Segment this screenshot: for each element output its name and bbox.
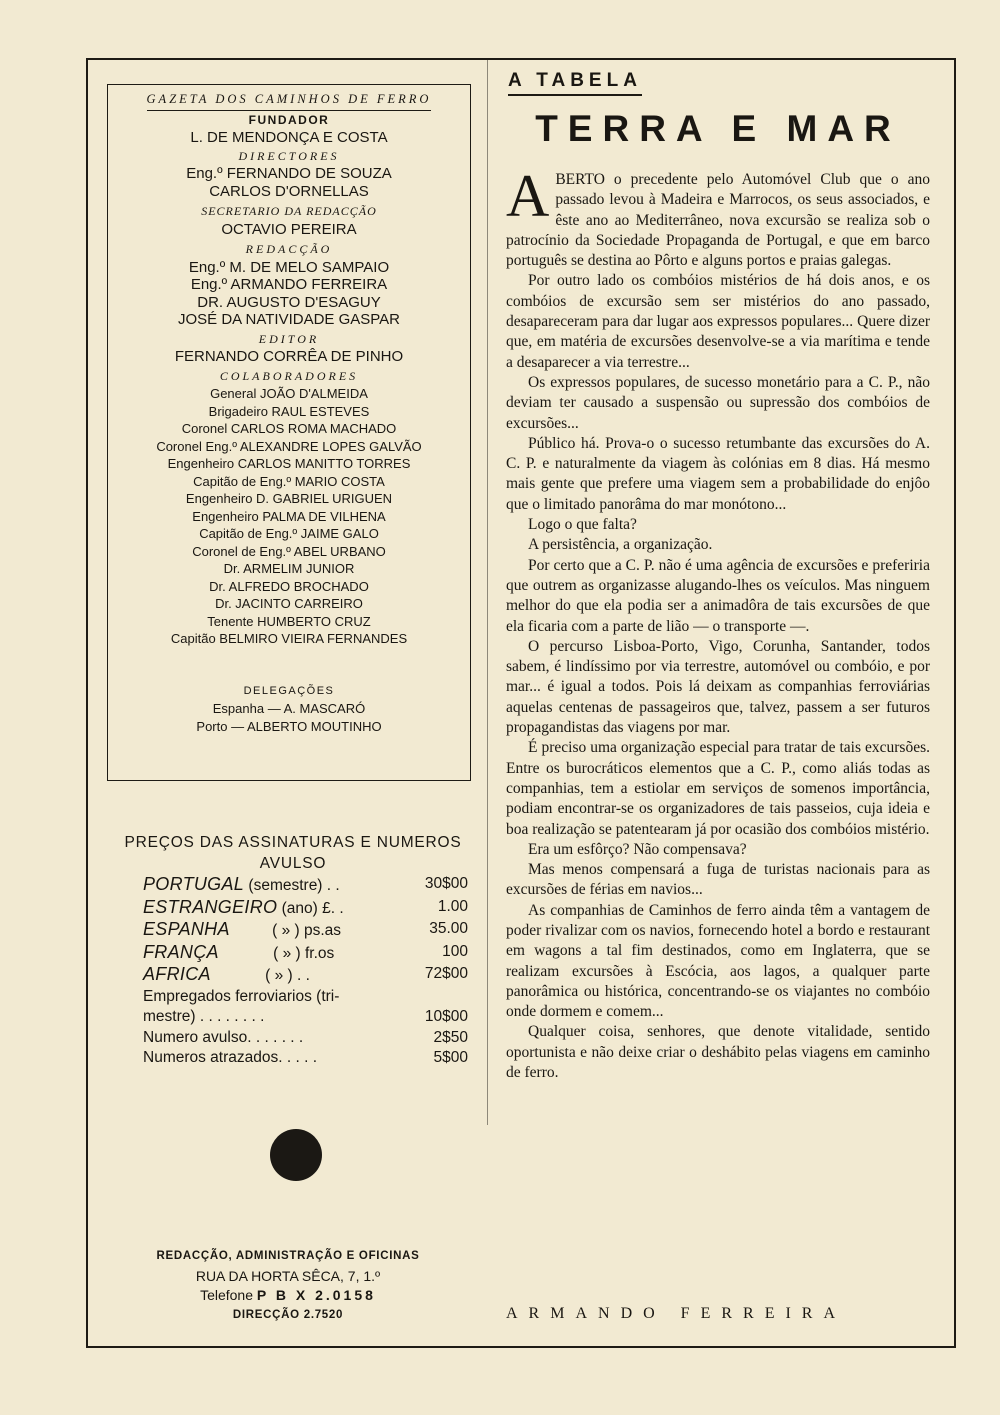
- delegacoes-heading: DELEGAÇÕES: [243, 684, 335, 697]
- article-paragraph: Por certo que a C. P. não é uma agência de excursões e preferiria que outrem as organizasse alugando-lhes os veículos. Mas ninguem melhor do que ela podia ser a animadôra de tais excursões de que ela ficaria com a parte de lião — o transporte —.: [506, 556, 930, 635]
- price-row: [118, 964, 468, 987]
- redaccao-name: JOSÉ DA NATIVIDADE GASPAR: [178, 311, 400, 328]
- price-row: [118, 942, 468, 965]
- price-region: PORTUGAL: [143, 874, 245, 894]
- telefone-label: Telefone: [200, 1287, 253, 1303]
- price-value: 10$00: [424, 1008, 468, 1025]
- price-row: [118, 1028, 468, 1049]
- price-value: 72$00: [424, 965, 468, 982]
- price-label: Empregados ferroviarios (tri-: [143, 987, 340, 1005]
- editor-heading: EDITOR: [258, 331, 320, 346]
- colaborador-name: Capitão de Eng.º JAIME GALO: [199, 526, 379, 541]
- price-label: Numeros atrazados. . . . .: [143, 1049, 318, 1066]
- price-label: Numero avulso. . . . . . .: [143, 1028, 304, 1046]
- redaccao-name: Eng.º ARMANDO FERREIRA: [190, 276, 388, 293]
- telefone-value: P B X 2.0158: [256, 1287, 376, 1303]
- price-value: 30$00: [424, 875, 468, 892]
- price-row: [118, 1048, 468, 1069]
- director-name: Eng.º FERNANDO DE SOUZA: [186, 165, 392, 182]
- price-region: ESPANHA: [143, 919, 230, 939]
- article-kicker: A TABELA: [508, 70, 642, 96]
- price-value: 2$50: [433, 1028, 468, 1046]
- colaborador-name: General JOÃO D'ALMEIDA: [210, 386, 368, 401]
- article-paragraph: Os expressos populares, de sucesso monetário para a C. P., não deviam ter causado a suspensão ou supressão dos combóios de excursões...: [506, 373, 930, 432]
- colaborador-name: Coronel Eng.º ALEXANDRE LOPES GALVÃO: [156, 438, 422, 454]
- price-value: 35.00: [429, 920, 468, 937]
- drop-cap: A: [506, 163, 550, 229]
- article-paragraph: Mas menos compensará a fuga de turistas nacionais para as excursões de férias em navios...: [506, 861, 930, 899]
- editor-name: FERNANDO CORRÊA DE PINHO: [174, 348, 404, 365]
- directores-heading: DIRECTORES: [238, 148, 340, 163]
- price-region: AFRICA: [143, 964, 211, 984]
- price-label: mestre) . . . . . . . .: [143, 1008, 265, 1025]
- article-paragraph: Logo o que falta?: [528, 516, 637, 534]
- article-paragraph: ABERTO o precedente pelo Automóvel Club que o ano passado levou à Madeira e Marrocos, os seus associados, e êste ano ao Mediterrâneo, nova excursão se realiza sob o patrocínio da Sociedade Propaganda de Portugal, e que em barco português se destina ao Pôrto e alguns portos e praias galegas.: [506, 163, 930, 270]
- column-divider: [487, 60, 488, 1125]
- colaborador-name: Tenente HUMBERTO CRUZ: [207, 613, 371, 629]
- price-period: (ano) £. .: [281, 899, 344, 917]
- redaccao-name: Eng.º M. DE MELO SAMPAIO: [188, 258, 390, 276]
- fundador-name: L. DE MENDONÇA E COSTA: [190, 129, 388, 146]
- colaborador-name: Capitão de Eng.º MARIO COSTA: [193, 473, 385, 489]
- price-value: 5$00: [433, 1049, 468, 1066]
- colaborador-name: Engenheiro CARLOS MANITTO TORRES: [167, 456, 411, 471]
- article-body: [506, 163, 930, 1083]
- article-paragraph: A persistência, a organização.: [528, 536, 713, 554]
- address-block: [107, 1247, 469, 1325]
- price-period: (semestre) . .: [248, 877, 340, 894]
- secretario-name: OCTAVIO PEREIRA: [221, 220, 357, 238]
- address-line-1: REDACÇÃO, ADMINISTRAÇÃO E OFICINAS: [156, 1250, 420, 1262]
- colaborador-name: Dr. ALFREDO BROCHADO: [209, 578, 369, 594]
- secretario-heading: SECRETARIO DA REDACÇÃO: [201, 204, 377, 218]
- colaborador-name: Engenheiro PALMA DE VILHENA: [192, 508, 386, 524]
- delegacao-name: Porto — ALBERTO MOUTINHO: [196, 718, 382, 734]
- prices-heading: PREÇOS DAS ASSINATURAS E NUMEROS: [124, 834, 462, 851]
- direccao-line: DIRECÇÃO 2.7520: [232, 1308, 344, 1321]
- price-region: FRANÇA: [143, 941, 219, 962]
- colaborador-name: Engenheiro D. GABRIEL URIGUEN: [185, 491, 393, 506]
- article-paragraph: Por outro lado os combóios mistérios de há dois anos, e os combóios de excursão sem ser mistérios do ano passado, desapareceram para dar lugar aos expressos populares... Quere dizer que, em matéria de excursões desenvolve-se a via marítima e tende a desaparecer a via terrestre...: [506, 272, 930, 371]
- article-paragraph: É preciso uma organização especial para tratar de tais excursões. Entre os burocráticos elementos que a C. P., como aliás todas as companhias, tem a estiolar em serviços de somenos importância, podiam encontrar-se os organizadores de tais passeios, cuja ideia e boa realização se patentearam já por ocasião dos combóios mistério.: [506, 739, 930, 838]
- colaborador-name: Capitão BELMIRO VIEIRA FERNANDES: [170, 631, 408, 646]
- colaborador-name: Brigadeiro RAUL ESTEVES: [208, 403, 370, 419]
- price-region: ESTRANGEIRO: [143, 896, 278, 917]
- seal-dot: [270, 1129, 322, 1181]
- price-row: [118, 987, 468, 1008]
- prices-section: [118, 833, 468, 1069]
- article-signature: ARMANDO FERREIRA: [506, 1305, 847, 1322]
- colaborador-name: Coronel de Eng.º ABEL URBANO: [192, 543, 386, 559]
- colaborador-name: Dr. JACINTO CARREIRO: [215, 596, 363, 611]
- article-headline: TERRA E MAR: [535, 108, 901, 149]
- article-paragraph: Qualquer coisa, senhores, que denote vitalidade, sentido oportunista e não deixe criar o deshábito pelas viagens em caminho de ferro.: [506, 1023, 930, 1082]
- price-row: [118, 919, 468, 942]
- address-line-2: RUA DA HORTA SÊCA, 7, 1.º: [195, 1267, 381, 1284]
- price-row: [118, 1007, 468, 1028]
- director-name: CARLOS D'ORNELLAS: [209, 182, 369, 200]
- colaboradores-heading: COLABORADORES: [219, 368, 359, 383]
- article-paragraph: O percurso Lisboa-Porto, Vigo, Corunha, Santander, todos sabem, é lindíssimo por via terrestre, automóvel ou combóio, e por mar... é igual a todos. Pois lá deixam as companhias ferroviárias aquelas centenas de passageiros que, talvez, passem a ser futuros propagandistas das viagens por mar.: [506, 637, 930, 737]
- delegacao-name: Espanha — A. MASCARÓ: [212, 701, 366, 716]
- price-value: 1.00: [437, 897, 468, 915]
- redaccao-heading: REDACÇÃO: [245, 242, 333, 256]
- article-paragraph: Era um esfôrço? Não compensava?: [528, 840, 747, 858]
- price-period: ( » ) fr.os: [273, 944, 335, 962]
- staff-box: [107, 84, 471, 781]
- price-row: [118, 897, 468, 920]
- article-paragraph: Público há. Prova-o o sucesso retumbante das excursões do A. C. P. e naturalmente da viagem às colónias em 8 dias. Há mesmo mais gente que prefere uma viagem sem a probabilidade do enjôo que o limitado panorâma do mar monótono...: [506, 434, 930, 513]
- masthead: GAZETA DOS CAMINHOS DE FERRO: [147, 91, 432, 111]
- price-row: [118, 874, 468, 897]
- price-value: 100: [442, 942, 468, 960]
- price-period: ( » ) ps.as: [272, 922, 342, 939]
- price-period: ( » ) . .: [265, 967, 310, 984]
- article-paragraph: As companhias de Caminhos de ferro ainda têm a vantagem de poder rivalizar com os navios, fornecendo hotel a bordo e restaurant em wagons a tal fim destinados, como em Inglaterra, que se realizam excursões à Escócia, aos lagos, a qualquer parte panorâmica ou histórica, concentrando-se os viajantes no combóio onde dormem e comem...: [506, 901, 930, 1021]
- colaborador-name: Coronel CARLOS ROMA MACHADO: [181, 421, 397, 436]
- colaborador-name: Dr. ARMELIM JUNIOR: [223, 561, 355, 576]
- telefone-line: [107, 1286, 469, 1306]
- redaccao-name: DR. AUGUSTO D'ESAGUY: [197, 293, 381, 311]
- prices-heading-2: AVULSO: [259, 854, 327, 872]
- fundador-heading: FUNDADOR: [248, 112, 330, 127]
